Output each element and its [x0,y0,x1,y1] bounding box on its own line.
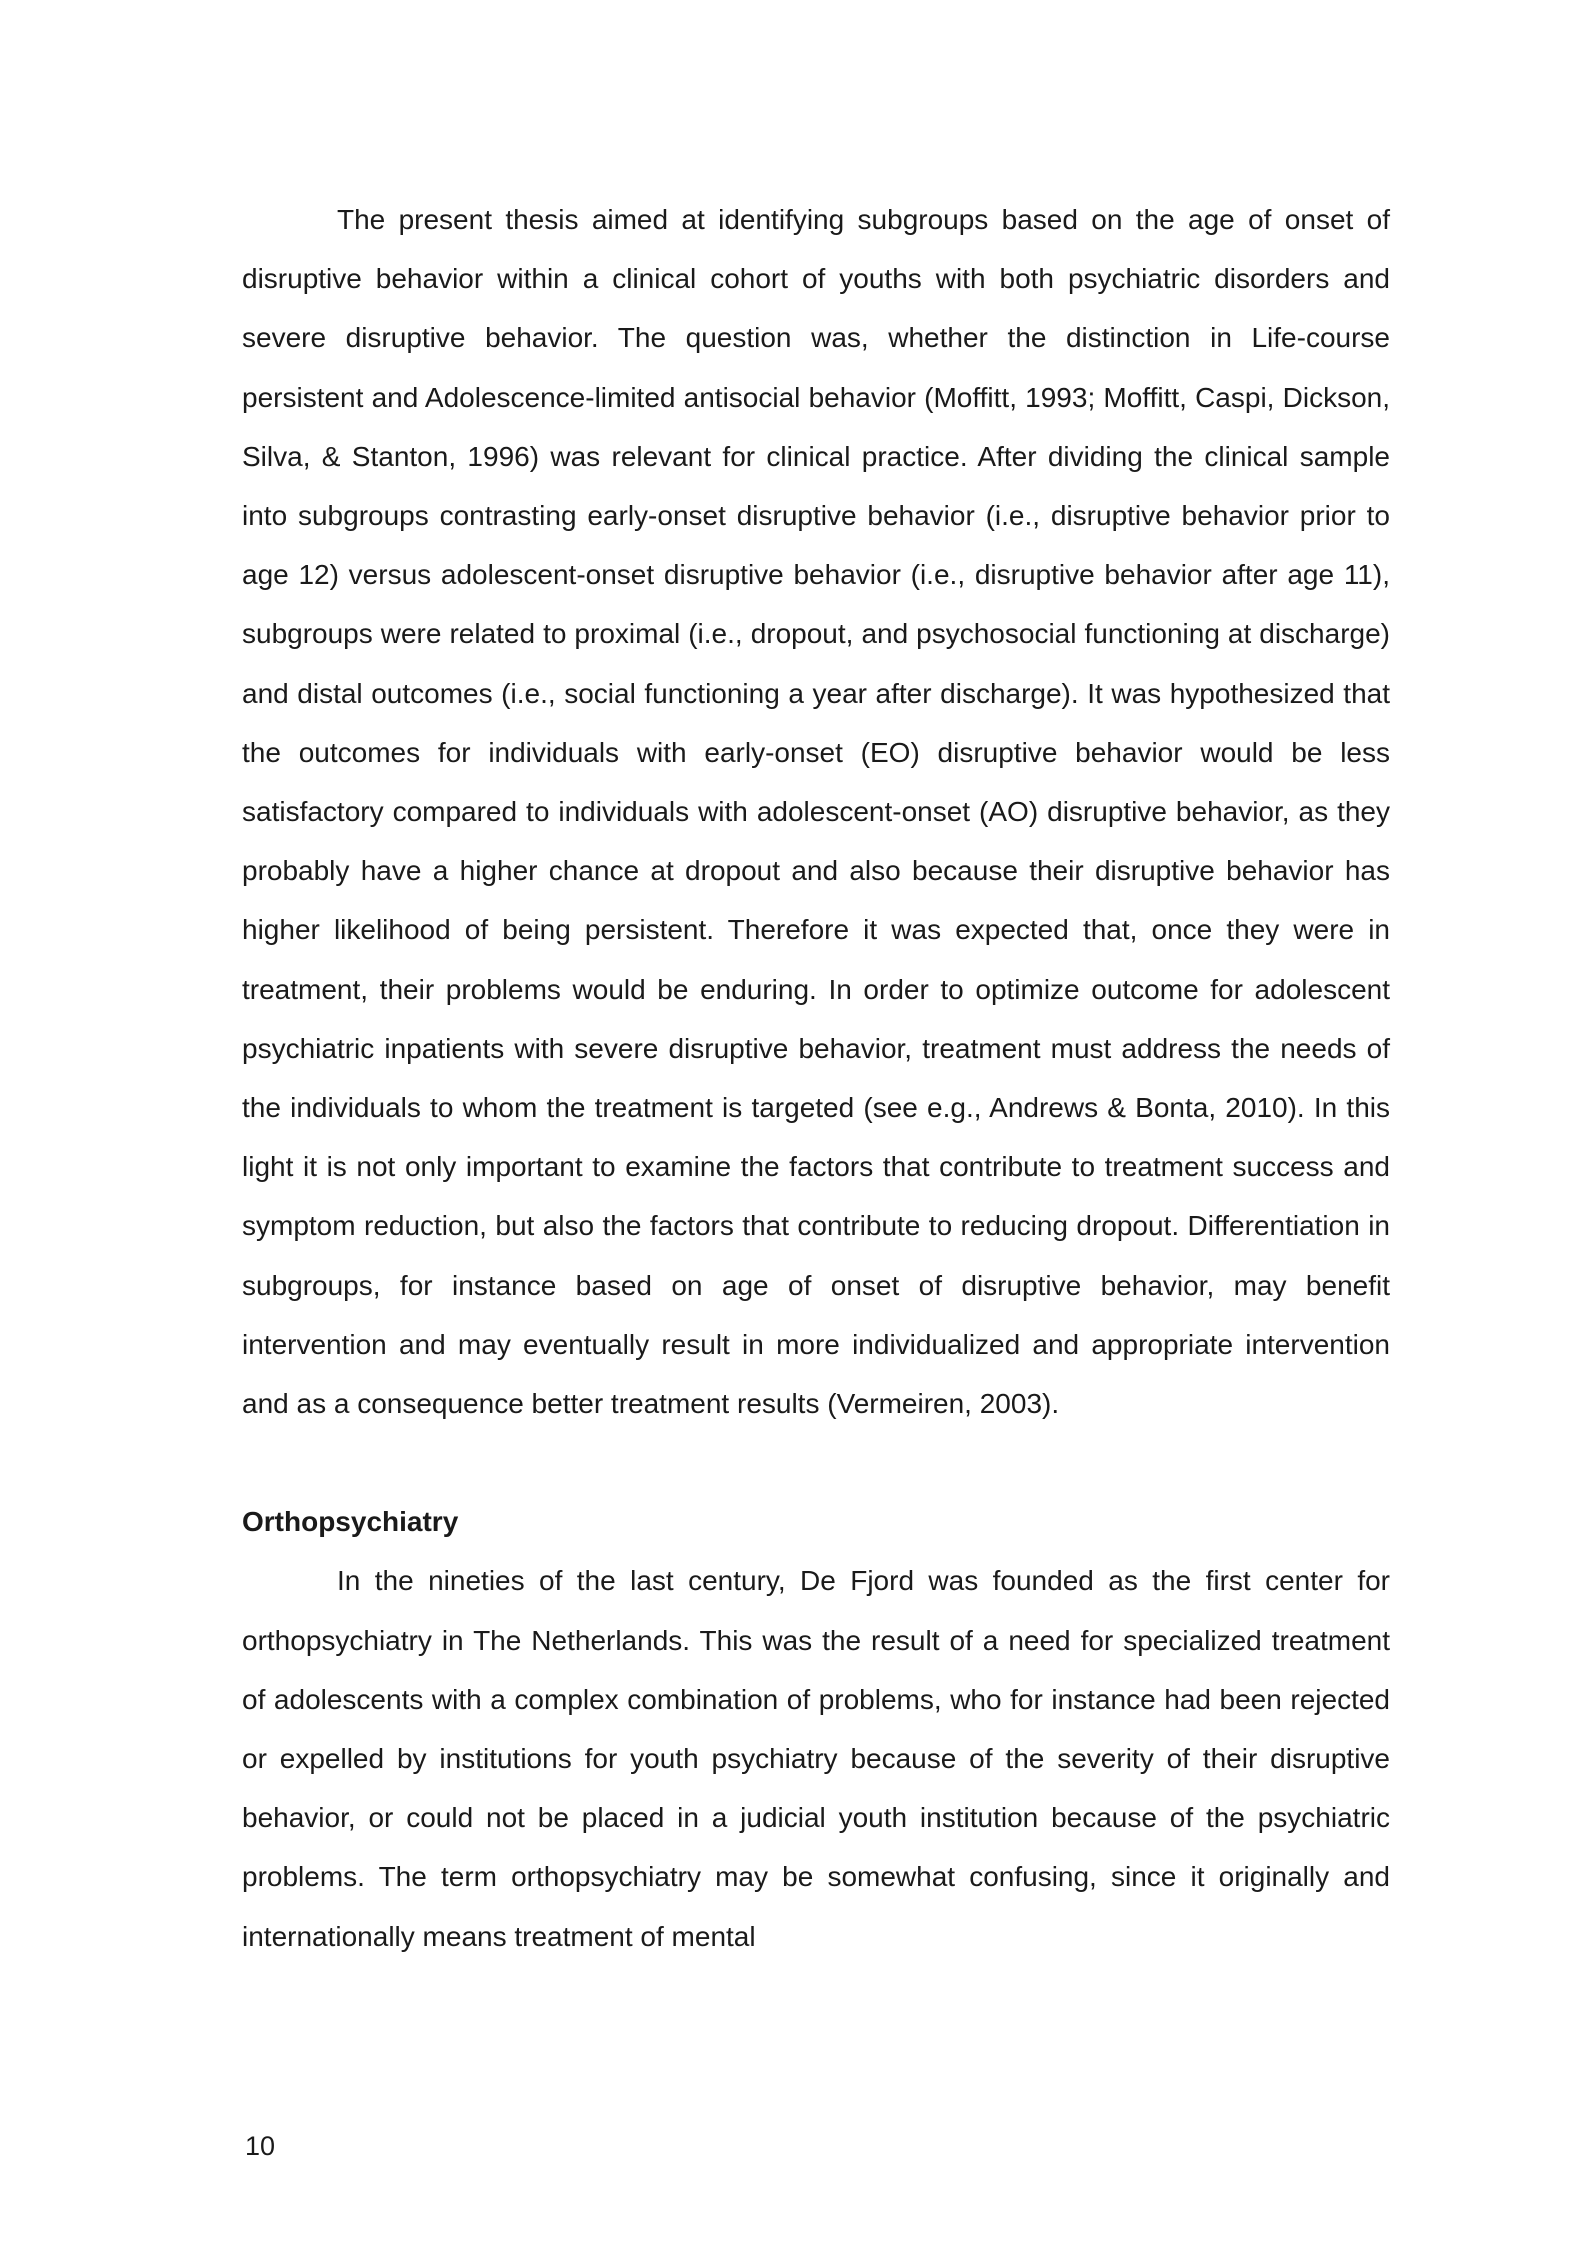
page-content [242,190,1390,1966]
body-paragraph-orthopsychiatry: In the nineties of the last century, De Fjord was founded as the first center for orthopsychiatry in The Netherlands. This was the result of a need for specialized treatment of adolescents with a complex combination of problems, who for instance had been rejected or expelled by institutions for youth psychiatry because of the severity of their disruptive behavior, or could not be placed in a judicial youth institution because of the psychiatric problems. The term orthopsychiatry may be somewhat confusing, since it originally and internationally means treatment of mental [242,1565,1390,1952]
section-heading: Orthopsychiatry [242,1506,459,1538]
page-number: 10 [245,2131,276,2161]
body-paragraph-intro: The present thesis aimed at identifying subgroups based on the age of onset of disruptive behavior within a clinical cohort of youths with both psychiatric disorders and severe disruptive behavior. The question was, whether the distinction in Life-course persistent and Adolescence-limited antisocial behavior (Moffitt, 1993; Moffitt, Caspi, Dickson, Silva, & Stanton, 1996) was relevant for clinical practice. After dividing the clinical sample into subgroups contrasting early-onset disruptive behavior (i.e., disruptive behavior prior to age 12) versus adolescent-onset disruptive behavior (i.e., disruptive behavior after age 11), subgroups were related to proximal (i.e., dropout, and psychosocial functioning at discharge) and distal outcomes (i.e., social functioning a year after discharge). It was hypothesized that the outcomes for individuals with early-onset (EO) disruptive behavior would be less satisfactory compared to individuals with adolescent-onset (AO) disruptive behavior, as they probably have a higher chance at dropout and also because their disruptive behavior has higher likelihood of being persistent. Therefore it was expected that, once they were in treatment, their problems would be enduring. In order to optimize outcome for adolescent psychiatric inpatients with severe disruptive behavior, treatment must address the needs of the individuals to whom the treatment is targeted (see e.g., Andrews & Bonta, 2010). In this light it is not only important to examine the factors that contribute to treatment success and symptom reduction, but also the factors that contribute to reducing dropout. Differentiation in subgroups, for instance based on age of onset of disruptive behavior, may benefit intervention and may eventually result in more individualized and appropriate intervention and as a consequence better treatment results (Vermeiren, 2003). [242,204,1390,1420]
